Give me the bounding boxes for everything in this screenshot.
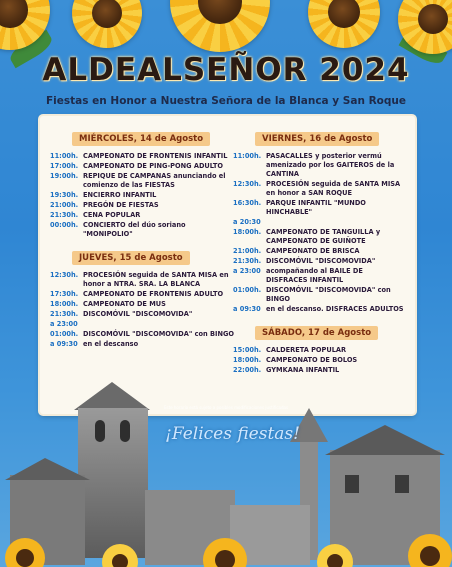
event-desc: CAMPEONATO DE FRONTENIS INFANTIL — [83, 152, 228, 160]
event-time: 15:00h. — [233, 346, 262, 354]
event-desc: REPIQUE DE CAMPANAS anunciando el comienzo de las FIESTAS — [83, 172, 226, 189]
event-time: 21:30h. — [233, 257, 262, 265]
event-desc: PARQUE INFANTIL "MUNDO HINCHABLE" — [266, 199, 366, 216]
event-row — [233, 218, 405, 227]
schedule-column-left — [50, 126, 235, 350]
event-time: a 23:00 — [233, 267, 261, 275]
event-row — [50, 201, 235, 210]
event-desc: DISCOMÓVIL "DISCOMOVIDA" — [266, 257, 376, 265]
event-row — [233, 366, 405, 375]
event-time: 21:30h. — [50, 310, 79, 318]
day-heading-saturday: SÁBADO, 17 de Agosto — [255, 326, 378, 340]
event-list-friday — [233, 152, 405, 314]
event-time: a 09:30 — [233, 305, 261, 313]
event-desc: CAMPEONATO DE BOLOS — [266, 356, 358, 364]
event-list-thursday — [50, 271, 235, 349]
event-time: 11:00h. — [233, 152, 262, 160]
event-desc: DISCOMÓVIL "DISCOMOVIDA" con BINGO — [83, 330, 235, 338]
disclaimer-note: Este horario está sujeto a posibles modificaciones justificadas — [163, 405, 289, 410]
event-time: 21:00h. — [233, 247, 262, 255]
event-row — [233, 228, 405, 246]
event-time: 17:30h. — [50, 290, 79, 298]
sunflower-icon — [72, 0, 142, 48]
page-subtitle: Fiestas en Honor a Nuestra Señora de la Blanca y San Roque — [46, 95, 406, 107]
event-desc: ENCIERRO INFANTIL — [83, 191, 157, 199]
event-time: 11:00h. — [50, 152, 79, 160]
event-row — [233, 356, 405, 365]
event-desc: CAMPEONATO DE BRISCA — [266, 247, 360, 255]
event-desc: CONCIERTO del dúo soriano "MONIPOLIO" — [83, 221, 186, 238]
event-row — [233, 180, 405, 198]
event-row — [233, 286, 405, 304]
event-desc: DISCOMÓVIL "DISCOMOVIDA" con BINGO — [266, 286, 391, 303]
event-time: 18:00h. — [50, 300, 79, 308]
event-time: 00:00h. — [50, 221, 79, 229]
event-row — [50, 330, 235, 339]
event-row — [50, 290, 235, 299]
event-row — [50, 340, 235, 349]
event-time: 19:00h. — [50, 172, 79, 180]
event-row — [233, 267, 405, 285]
event-time: 18:00h. — [233, 356, 262, 364]
closing-greeting: ¡Felices fiestas! — [165, 424, 300, 444]
event-time: a 23:00 — [50, 320, 78, 328]
schedule-panel — [40, 116, 415, 414]
event-row — [50, 221, 235, 239]
event-desc: PROCESIÓN seguida de SANTA MISA en honor a NTRA. SRA. LA BLANCA — [83, 271, 229, 288]
event-desc: CALDERETA POPULAR — [266, 346, 347, 354]
event-time: 01:00h. — [233, 286, 262, 294]
event-desc: acompañando al BAILE DE DISFRACES INFANTIL — [266, 267, 363, 284]
event-desc: GYMKANA INFANTIL — [266, 366, 340, 374]
event-row — [233, 257, 405, 266]
sunflower-icon — [308, 0, 380, 48]
event-row — [50, 271, 235, 289]
event-time: 21:00h. — [50, 201, 79, 209]
event-desc: PROCESIÓN seguida de SANTA MISA en honor a SAN ROQUE — [266, 180, 401, 197]
event-desc: PASACALLES y posterior vermú amenizado por los GAITEROS de la CANTINA — [266, 152, 395, 178]
event-desc: PREGÓN DE FIESTAS — [83, 201, 159, 209]
event-desc: CAMPEONATO DE PING-PONG ADULTO — [83, 162, 223, 170]
event-row — [50, 162, 235, 171]
event-row — [50, 310, 235, 319]
event-time: 21:30h. — [50, 211, 79, 219]
event-time: 16:30h. — [233, 199, 262, 207]
event-row — [50, 300, 235, 309]
schedule-column-right — [233, 126, 405, 376]
sunflower-icon — [170, 0, 270, 52]
event-row — [233, 199, 405, 217]
event-time: a 20:30 — [233, 218, 261, 226]
event-row — [233, 305, 405, 314]
page-title: ALDEALSEÑOR 2024 — [42, 52, 410, 88]
event-time: a 09:30 — [50, 340, 78, 348]
event-time: 17:00h. — [50, 162, 79, 170]
event-list-saturday — [233, 346, 405, 375]
event-time: 12:30h. — [233, 180, 262, 188]
day-heading-friday: VIERNES, 16 de Agosto — [255, 132, 379, 146]
event-desc: DISCOMÓVIL "DISCOMOVIDA" — [83, 310, 193, 318]
event-row — [50, 172, 235, 190]
event-row — [50, 152, 235, 161]
event-row — [50, 191, 235, 200]
event-desc: en el descanso. DISFRACES ADULTOS — [266, 305, 404, 313]
event-row — [233, 247, 405, 256]
event-list-wednesday — [50, 152, 235, 239]
day-heading-thursday: JUEVES, 15 de Agosto — [72, 251, 190, 265]
event-row — [50, 211, 235, 220]
event-time: 01:00h. — [50, 330, 79, 338]
event-time: 22:00h. — [233, 366, 262, 374]
event-desc: CAMPEONATO DE FRONTENIS ADULTO — [83, 290, 224, 298]
event-time: 12:30h. — [50, 271, 79, 279]
event-desc: en el descanso — [83, 340, 139, 348]
event-row — [50, 320, 235, 329]
event-time: 18:00h. — [233, 228, 262, 236]
event-desc: CAMPEONATO DE TANGUILLA y CAMPEONATO DE GUIÑOTE — [266, 228, 381, 245]
day-heading-wednesday: MIÉRCOLES, 14 de Agosto — [72, 132, 210, 146]
event-time: 19:30h. — [50, 191, 79, 199]
event-row — [233, 346, 405, 355]
event-desc: CAMPEONATO DE MUS — [83, 300, 166, 308]
event-desc: CENA POPULAR — [83, 211, 141, 219]
event-row — [233, 152, 405, 179]
